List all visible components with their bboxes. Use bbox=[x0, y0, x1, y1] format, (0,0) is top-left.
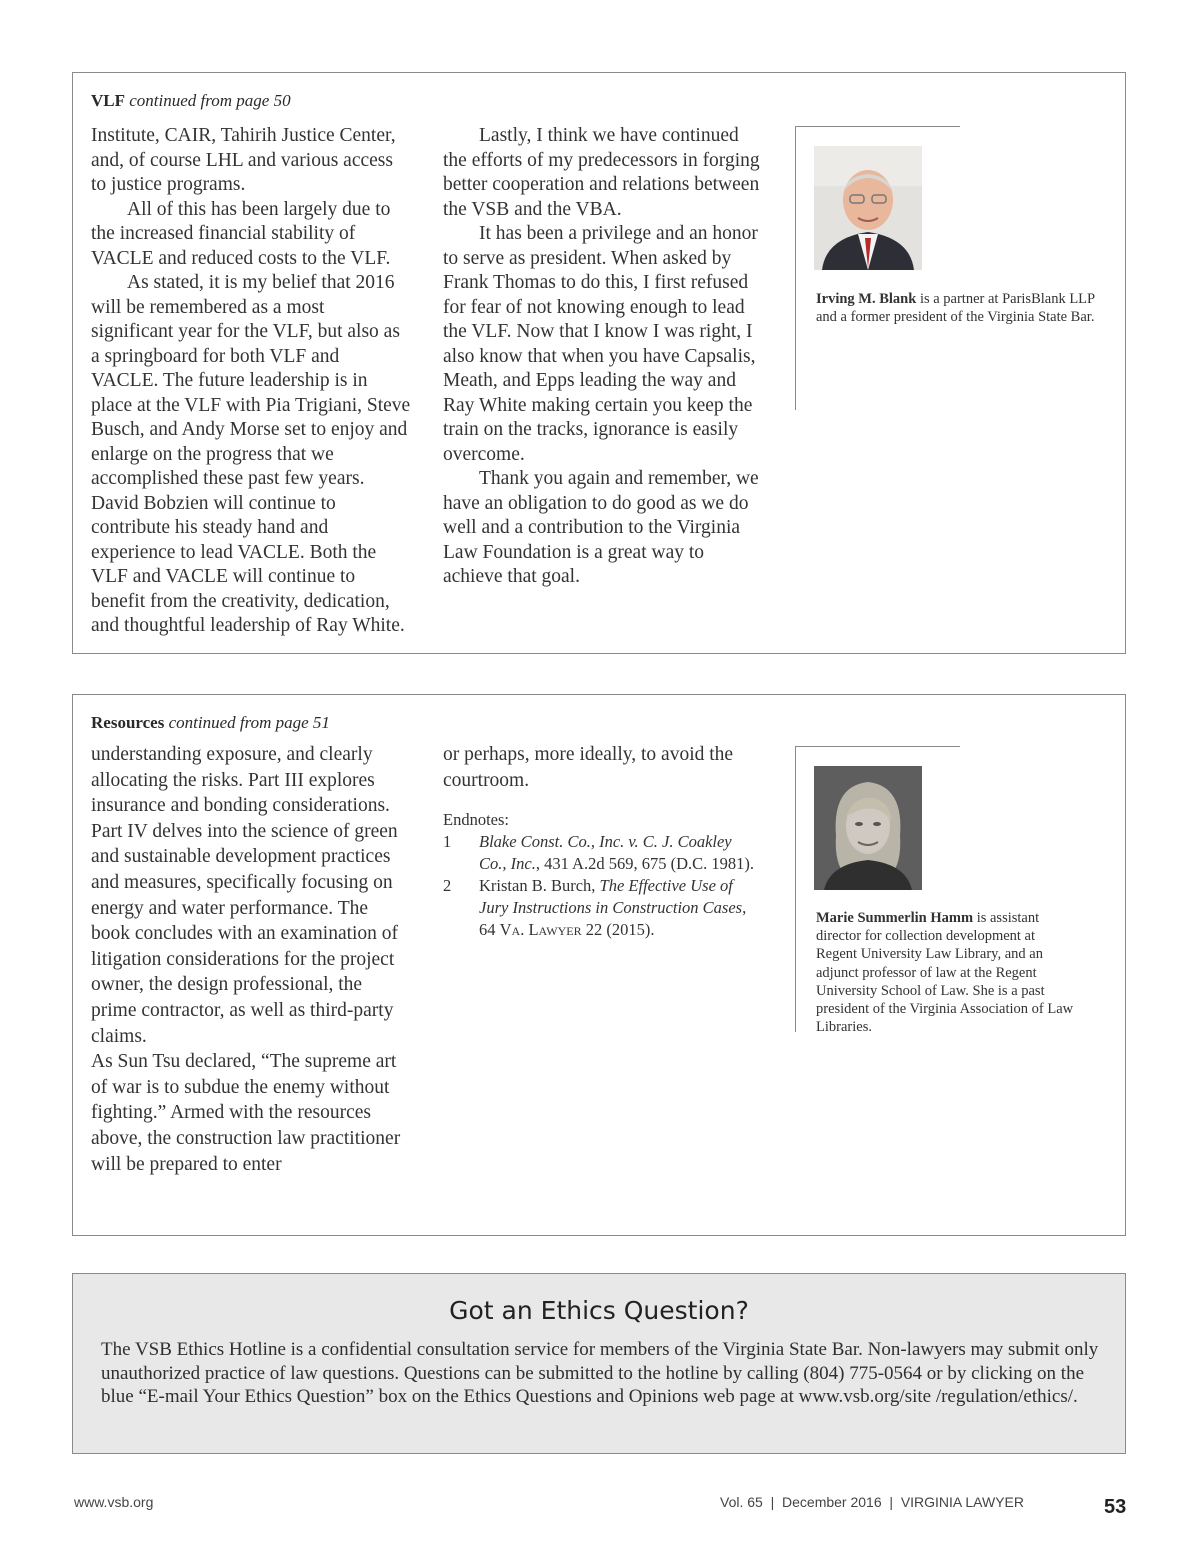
section-label: Resources bbox=[91, 713, 165, 732]
section-label: VLF bbox=[91, 91, 125, 110]
article-column-1 bbox=[91, 742, 411, 1177]
paragraph: As stated, it is my belief that 2016 will be remembered as a most significant year for the VLF, but also as a springboard for both VLF and VACLE. The future leadership is in place at the VLF with Pia Trigiani, Steve Busch, and Andy Morse set to enjoy and enlarge on the progress that we accomplished these past few years. David Bobzien will continue to contribute his steady hand and experience to lead VACLE. Both the VLF and VACLE will continue to benefit from the creativity, dedication, and thoughtful leadership of Ray White. bbox=[91, 272, 411, 636]
ethics-title: Got an Ethics Question? bbox=[449, 1296, 749, 1325]
article-column-2 bbox=[443, 124, 761, 590]
paragraph: or perhaps, more ideally, to avoid the courtroom. bbox=[443, 744, 734, 791]
continued-note: continued from page 50 bbox=[129, 91, 291, 110]
ethics-hotline-box bbox=[72, 1273, 1126, 1454]
endnote-number: 1 bbox=[443, 832, 452, 852]
author-photo bbox=[814, 146, 922, 270]
bio-caption bbox=[816, 290, 1096, 326]
paragraph: Lastly, I think we have continued the efforts of my predecessors in forging better cooperation and relations between the VSB and the VBA. bbox=[443, 125, 760, 220]
paragraph: All of this has been largely due to the increased financial stability of VACLE and reduced costs to the VLF. bbox=[91, 198, 391, 269]
footer-url: www.vsb.org bbox=[74, 1494, 154, 1510]
paragraph: As Sun Tsu declared, “The supreme art of war is to subdue the enemy without fighting.” Armed with the resources above, the construction law practitioner will be prepared to enter bbox=[91, 1051, 401, 1175]
author-photo bbox=[814, 766, 922, 890]
endnote-number: 2 bbox=[443, 876, 452, 896]
bio-description: is a partner at ParisBlank LLP and a former president of the Virginia State Bar. bbox=[816, 291, 1095, 326]
resources-continued-section bbox=[72, 694, 1126, 1236]
endnote-citation: 22 (2015). bbox=[581, 920, 655, 940]
paragraph: It has been a privilege and an honor to serve as president. When asked by Frank Thomas to do this, I first refused for fear of not knowing enough to lead the VLF. Now that I know I was right, I also know that when you have Capsalis, Meath, and Epps leading the way and Ray White making certain you keep the train on the tracks, ignorance is easily overcome. bbox=[443, 223, 758, 465]
endnote-article-title: The Effective Use of Jury Instructions in Construction Cases bbox=[479, 876, 743, 918]
endnote-volume: , 64 bbox=[479, 898, 747, 940]
section-heading bbox=[91, 713, 330, 733]
endnote-case-title: Blake Const. Co., Inc. v. C. J. Coakley Co., Inc. bbox=[479, 832, 732, 874]
vlf-continued-section bbox=[72, 72, 1126, 654]
author-bio bbox=[795, 126, 1095, 410]
bio-name: Irving M. Blank bbox=[816, 291, 917, 307]
endnotes-label: Endnotes: bbox=[443, 810, 509, 830]
continued-note: continued from page 51 bbox=[168, 713, 330, 732]
endnotes bbox=[443, 809, 763, 941]
article-column-2 bbox=[443, 742, 763, 941]
endnote-author: Kristan B. Burch, bbox=[479, 876, 600, 896]
bio-caption bbox=[816, 909, 1078, 1036]
article-column-1 bbox=[91, 124, 411, 639]
ethics-text: The VSB Ethics Hotline is a confidential consultation service for members of the Virginia State Bar. Non-lawyers may submit only unauthorized practice of law questions. Questions can be submitted to the hotline by calling (804) 775-0564 or by clicking on the blue “E-mail Your Ethics Question” box on the Ethics Questions and Opinions web page at www.vsb.org/site /regulation/ethics/. bbox=[101, 1339, 1099, 1407]
section-heading bbox=[91, 91, 291, 111]
footer-issue: Vol. 65 | December 2016 | VIRGINIA LAWYER bbox=[720, 1494, 1024, 1510]
page-number: 53 bbox=[1104, 1496, 1127, 1518]
endnote-citation: , 431 A.2d 569, 675 (D.C. 1981). bbox=[535, 854, 754, 874]
paragraph: Thank you again and remember, we have an obligation to do good as we do well and a contribution to the Virginia Law Foundation is a great way to achieve that goal. bbox=[443, 468, 759, 587]
endnote-journal: Va. Lawyer bbox=[499, 920, 582, 940]
bio-name: Marie Summerlin Hamm bbox=[816, 910, 974, 926]
bio-description: is assistant director for collection development at Regent University Law Library, and an adjunct professor of law at the Regent University School of Law. She is a past president of the Virginia Association of Law Libraries. bbox=[816, 910, 1074, 1036]
paragraph: understanding exposure, and clearly allocating the risks. Part III explores insurance and bonding considerations. Part IV delves into the science of green and sustainable development practices and measures, specifically focusing on energy and water performance. The book concludes with an examination of litigation considerations for the project owner, the design professional, the prime contractor, as well as third-party claims. bbox=[91, 744, 399, 1047]
endnote-item bbox=[443, 831, 763, 875]
endnote-item bbox=[443, 875, 763, 941]
paragraph: Institute, CAIR, Tahirih Justice Center, and, of course LHL and various access to justice programs. bbox=[91, 125, 396, 195]
author-bio bbox=[795, 746, 1074, 1036]
